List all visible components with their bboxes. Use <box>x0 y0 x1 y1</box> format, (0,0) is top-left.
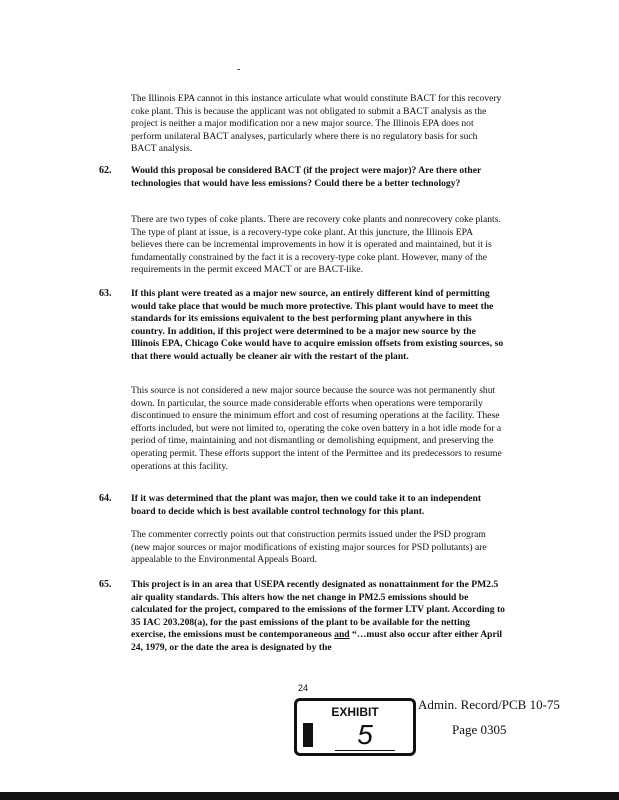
comment-text: If it was determined that the plant was major, then we could take it to an independent board to decide which is best available control technology for this plant. <box>131 493 482 517</box>
response-text: There are two types of coke plants. There are recovery coke plants and nonrecovery coke plants. The type of plant at issue, is a recovery-type coke plant. At this juncture, the Illinois EPA believes there can be incremental improvements in how it is operated and maintained, but it is fundamentally constrained by the fact it is a recovery-type coke plant. However, many of the requirements in the permit exceed MACT or are BACT-like. <box>131 214 501 276</box>
top-mark: - <box>237 64 241 75</box>
comment-text: If this plant were treated as a major new source, an entirely different kind of permitting would take place that would be much more protective. This plant would have to meet the standards for its emissions equivalent to the best performing plant anywhere in this country. In addition, if this project were determined to be a major new source by the Illinois EPA, Chicago Coke would have to acquire emission offsets from existing sources, so that there would actually be cleaner air with the restart of the plant. <box>131 288 504 362</box>
exhibit-stamp <box>294 698 416 756</box>
item-number: 62. <box>99 165 112 176</box>
comment-text: Would this proposal be considered BACT (if the project were major)? Are there other technologies that would have less emissions? Could there be a better technology? <box>131 165 482 189</box>
comment-text-part: “…must also occur after either April 24, 1979, or the date the area is designated by the <box>131 629 503 653</box>
underlined-and: and <box>334 629 350 641</box>
admin-record-label: Admin. Record/PCB 10-75 <box>418 697 560 712</box>
item-number: 64. <box>99 493 112 504</box>
response-text: The commenter correctly points out that construction permits issued under the PSD program (new major sources or major modifications of existing major sources for PSD pollutants) are appealable to the Environmental Appeals Board. <box>131 529 487 566</box>
exhibit-stamp-number: 5 <box>335 720 395 751</box>
exhibit-stamp-title: EXHIBIT <box>331 705 379 719</box>
record-page-label: Page 0305 <box>452 722 507 737</box>
exhibit-stamp-side-label <box>303 723 313 747</box>
item-number: 65. <box>99 579 112 590</box>
item-number: 63. <box>99 288 112 299</box>
intro-paragraph: The Illinois EPA cannot in this instance articulate what would constitute BACT for this recovery coke plant. This is because the applicant was not obligated to submit a BACT analysis as the project is neither a major modification nor a new major source. The Illinois EPA does not perform unilateral BACT analyses, particularly where there is no regulatory basis for such BACT analysis. <box>131 93 502 155</box>
bottom-scan-bar <box>0 792 619 800</box>
comment-text-part: This project is in an area that USEPA recently designated as nonattainment for the PM2.5 air quality standards. This alters how the net change in PM2.5 emissions should be calculated for the project, compared to the emissions of the former LTV plant. According to 35 IAC 203.208(a), for the past emissions of the plant to be available for the netting exercise, the emissions must be contemporaneous <box>131 579 505 641</box>
response-text: This source is not considered a new major source because the source was not permanently shut down. In particular, the source made considerable efforts when operations were temporarily discontinued to ensure the minimum effort and cost of resuming operations at the facility. These efforts included, but were not limited to, operating the coke oven battery in a hot idle mode for a period of time, maintaining and not dismantling or demolishing equipment, and preserving the operating permit. These efforts support the intent of the Permittee and its predecessors to resume operations at this facility. <box>131 385 502 472</box>
page-number: 24 <box>298 683 309 693</box>
comment-text <box>131 579 505 655</box>
